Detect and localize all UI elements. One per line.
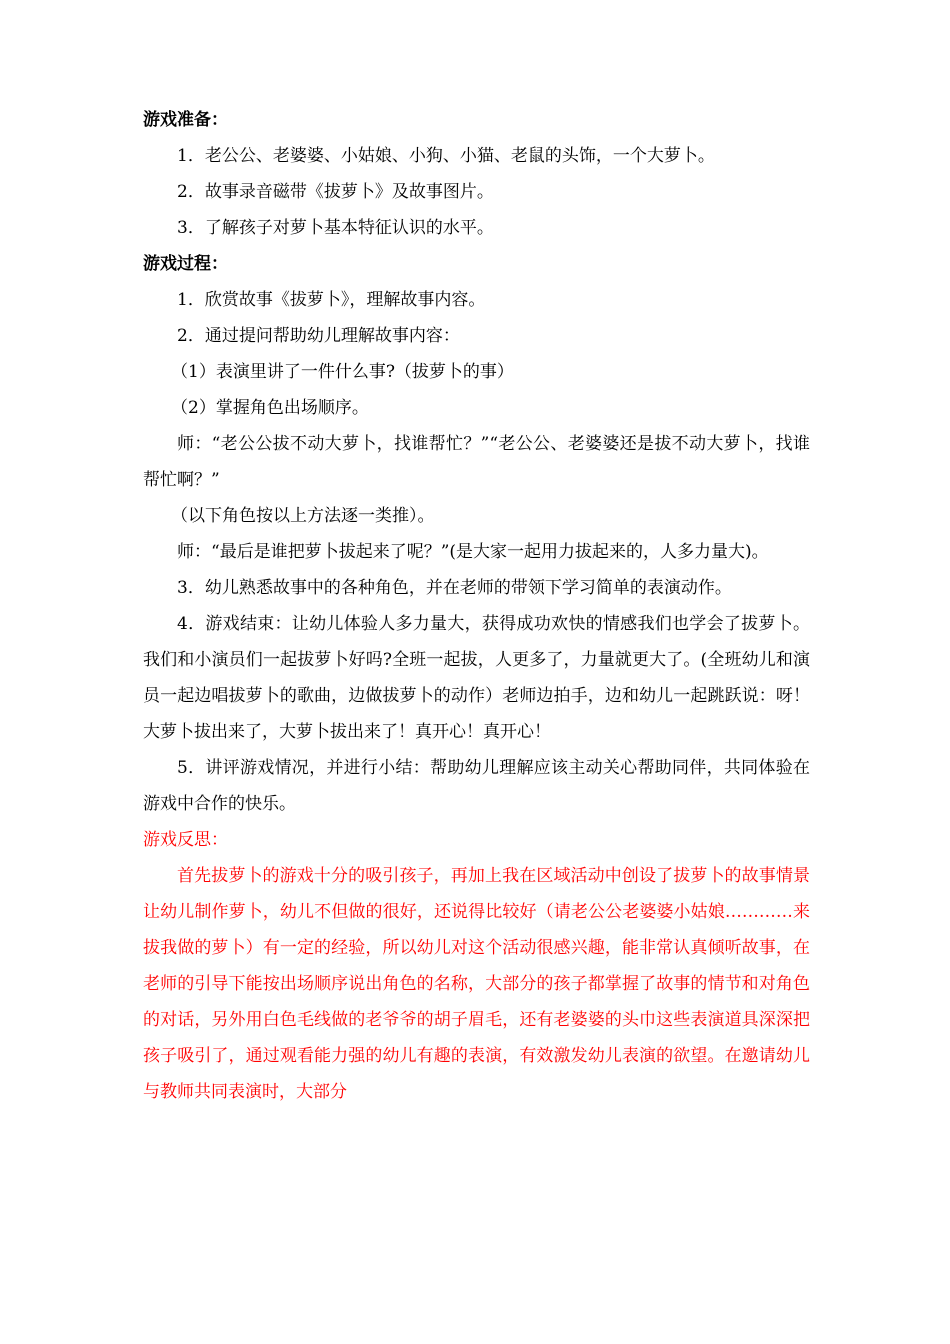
process-note: （以下角色按以上方法逐一类推）。 — [171, 506, 435, 526]
process-sub-1: （1）表演里讲了一件什么事?（拔萝卜的事） — [171, 362, 514, 382]
preparation-item-2: 2．故事录音磁带《拔萝卜》及故事图片。 — [177, 182, 494, 202]
process-sub-2: （2）掌握角色出场顺序。 — [171, 398, 369, 418]
process-step-1: 1．欣赏故事《拔萝卜》，理解故事内容。 — [177, 290, 486, 310]
process-step-5: 5．讲评游戏情况，并进行小结：帮助幼儿理解应该主动关心帮助同伴，共同体验在游戏中合作的快乐。 — [143, 758, 810, 814]
process-step-2: 2．通过提问帮助幼儿理解故事内容： — [177, 326, 460, 346]
reflection-body: 首先拔萝卜的游戏十分的吸引孩子，再加上我在区域活动中创设了拔萝卜的故事情景让幼儿制作萝卜，幼儿不但做的很好，还说得比较好（请老公公老婆婆小姑娘…………来拔我做的萝卜）有一定的经验，所以幼儿对这个活动很感兴趣，能非常认真倾听故事，在老师的引导下能按出场顺序说出角色的名称，大部分的孩子都掌握了故事的情节和对角色的对话，另外用白色毛线做的老爷爷的胡子眉毛，还有老婆婆的头巾这些表演道具深深把孩子吸引了，通过观看能力强的幼儿有趣的表演，有效激发幼儿表演的欲望。在邀请幼儿与教师共同表演时，大部分 — [143, 866, 810, 1102]
reflection-heading: 游戏反思： — [143, 830, 228, 850]
process-heading: 游戏过程： — [143, 254, 228, 274]
process-step-4: 4．游戏结束：让幼儿体验人多力量大，获得成功欢快的情感我们也学会了拔萝卜。我们和小演员们一起拔萝卜好吗?全班一起拔，人更多了，力量就更大了。(全班幼儿和演员一起边唱拔萝卜的歌曲，边做拔萝卜的动作）老师边拍手，边和幼儿一起跳跃说：呀！大萝卜拔出来了，大萝卜拔出来了！真开心！真开心！ — [143, 614, 810, 742]
preparation-heading: 游戏准备： — [143, 110, 228, 130]
preparation-item-3: 3．了解孩子对萝卜基本特征认识的水平。 — [177, 218, 494, 238]
preparation-item-1: 1．老公公、老婆婆、小姑娘、小狗、小猫、老鼠的头饰，一个大萝卜。 — [177, 146, 715, 166]
process-teacher-question-2: 师：“最后是谁把萝卜拔起来了呢？”(是大家一起用力拔起来的，人多力量大)。 — [177, 542, 769, 562]
process-step-3: 3．幼儿熟悉故事中的各种角色，并在老师的带领下学习简单的表演动作。 — [177, 578, 732, 598]
document-page — [143, 102, 810, 1110]
process-teacher-question-1: 师：“老公公拔不动大萝卜，找谁帮忙？”“老公公、老婆婆还是拔不动大萝卜，找谁帮忙啊？” — [143, 434, 810, 490]
